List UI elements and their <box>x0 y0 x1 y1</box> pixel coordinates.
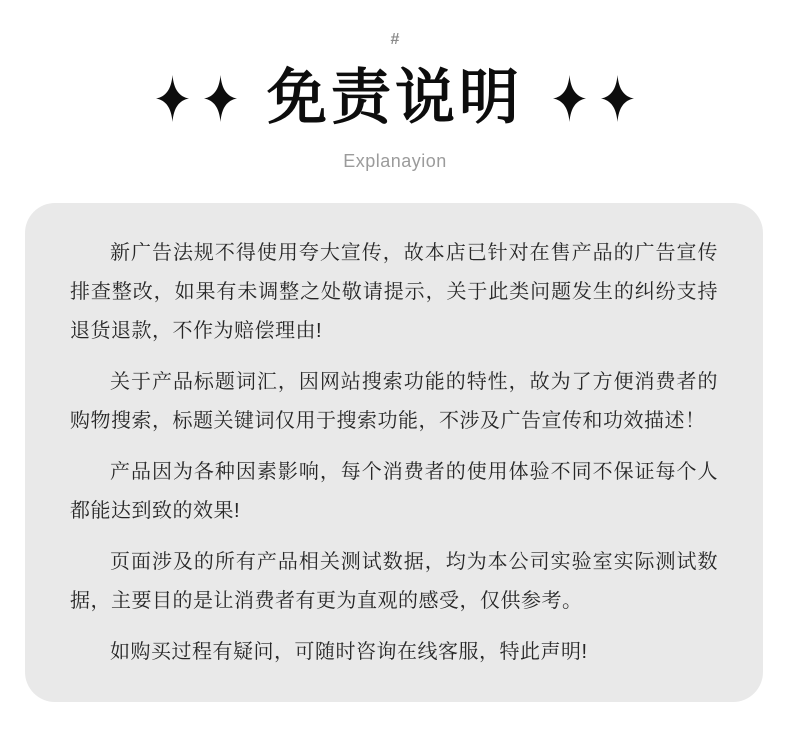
disclaimer-paragraph: 新广告法规不得使用夸大宣传，故本店已针对在售产品的广告宣传排查整改，如果有未调整之处敬请提示，关于此类问题发生的纠纷支持退货退款，不作为赔偿理由! <box>70 242 718 342</box>
title-row <box>0 62 790 134</box>
page-title: 免责说明 <box>267 64 523 131</box>
disclaimer-paragraph: 如购买过程有疑问，可随时咨询在线客服，特此声明! <box>110 641 588 663</box>
hash-symbol: # <box>390 31 400 48</box>
sparkle-icon <box>601 75 634 122</box>
disclaimer-paragraph: 页面涉及的所有产品相关测试数据，均为本公司实验室实际测试数据，主要目的是让消费者有更为直观的感受，仅供参考。 <box>70 551 718 612</box>
page-subtitle: Explanayion <box>343 151 447 171</box>
sparkle-icon <box>156 75 189 122</box>
sparkle-icon <box>553 75 586 122</box>
disclaimer-paragraph: 产品因为各种因素影响，每个消费者的使用体验不同不保证每个人都能达到致的效果! <box>70 461 718 522</box>
sparkle-group-right <box>553 75 634 122</box>
sparkle-icon <box>204 75 237 122</box>
sparkle-group-left <box>156 75 237 122</box>
disclaimer-paragraph: 关于产品标题词汇，因网站搜索功能的特性，故为了方便消费者的购物搜索，标题关键词仅用于搜索功能，不涉及广告宣传和功效描述！ <box>70 371 718 432</box>
disclaimer-panel <box>25 203 763 702</box>
